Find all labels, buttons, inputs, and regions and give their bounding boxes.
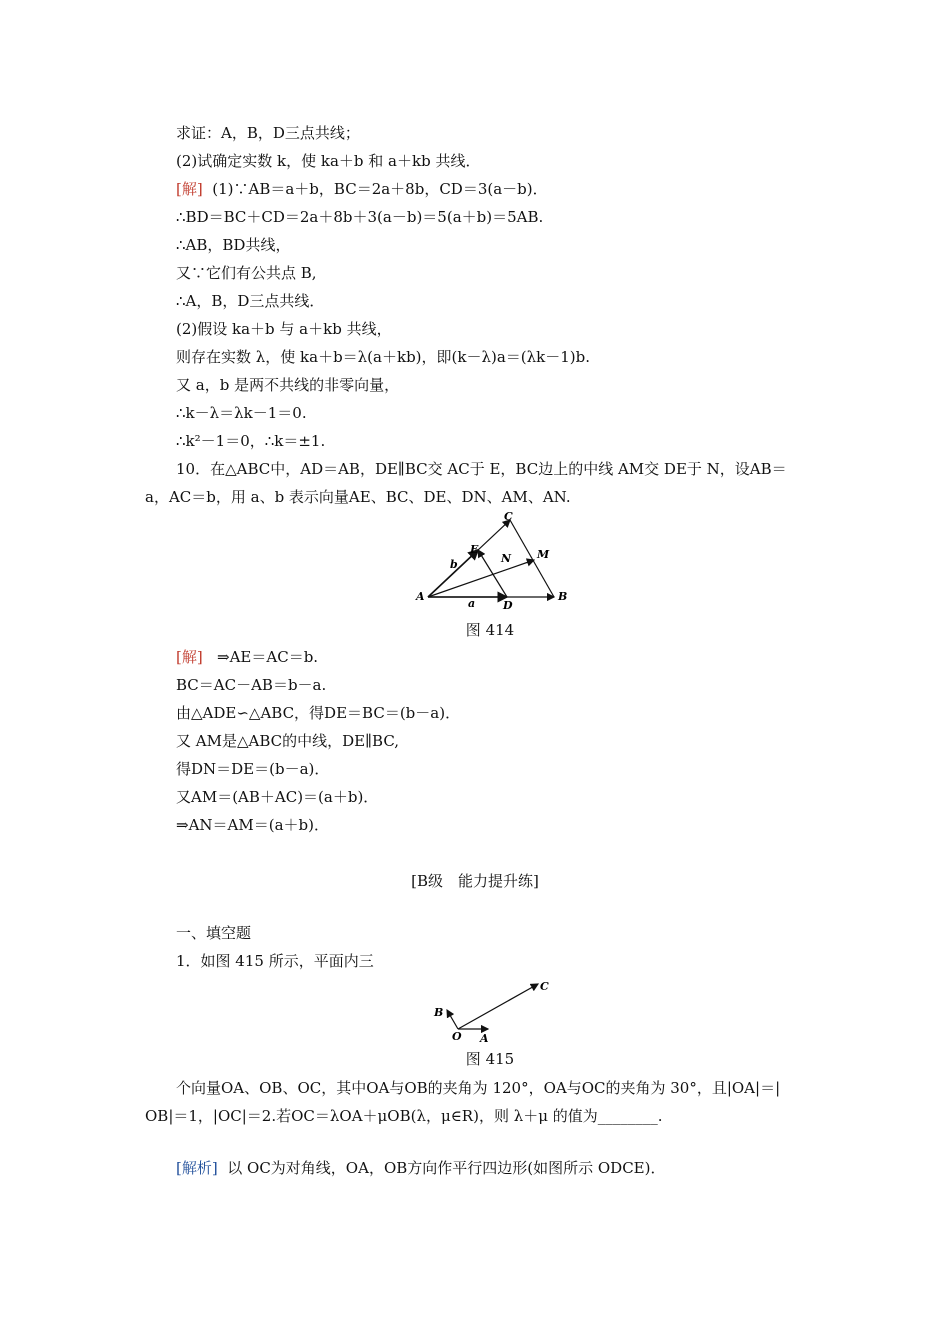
text-line: ∴AB，BD共线， xyxy=(176,236,291,254)
vector-am xyxy=(428,560,534,597)
solution-text: ⇒AE＝AC＝b. xyxy=(217,648,319,666)
section-heading: [B级 能力提升练] xyxy=(411,872,539,890)
text-line: ∴k－λ＝λk－1＝0. xyxy=(176,404,307,422)
figure-caption: 图 415 xyxy=(465,1050,515,1068)
figure-414 xyxy=(412,508,572,614)
question-line: a，AC＝b，用 a、b 表示向量AE、BC、DE、DN、AM、AN. xyxy=(145,488,571,506)
text-line: 求证：A，B，D三点共线； xyxy=(176,124,360,142)
part-heading: 一、填空题 xyxy=(176,924,252,942)
text-line: BC＝AC－AB＝b－a. xyxy=(176,676,327,694)
text-line: ∴A，B，D三点共线． xyxy=(176,292,325,310)
text-line: ∴BD＝BC＋CD＝2a＋8b＋3(a－b)＝5(a＋b)＝5AB. xyxy=(176,208,544,226)
question-line: 10．在△ABC中，AD＝AB，DE∥BC交 AC于 E，BC边上的中线 AM交 DE于 N，设AB＝ xyxy=(176,460,787,478)
label-o: O xyxy=(452,1030,462,1043)
label-n: N xyxy=(501,552,512,565)
vector-oc xyxy=(458,984,538,1029)
label-e: E xyxy=(470,543,479,556)
label-vec-a: a xyxy=(468,597,476,610)
solution-tag: [解] xyxy=(176,648,203,666)
solution-line xyxy=(176,179,548,199)
question-line: 1．如图 415 所示，平面内三 xyxy=(176,952,374,970)
text-line: (2)试确定实数 k，使 ka＋b 和 a＋kb 共线． xyxy=(176,152,481,170)
label-vec-b: b xyxy=(450,558,458,571)
analysis-line xyxy=(176,1158,665,1178)
label-b: B xyxy=(558,590,568,603)
label-d: D xyxy=(503,599,513,612)
question-line: OB|＝1，|OC|＝2.若OC＝λOA＋μOB(λ，μ∈R)，则 λ＋μ 的值为________. xyxy=(145,1107,663,1125)
solution-line xyxy=(176,647,318,667)
question-line: 个向量OA、OB、OC，其中OA与OB的夹角为 120°，OA与OC的夹角为 30°，且|OA|＝| xyxy=(176,1079,781,1097)
text-line: 得DN＝DE＝(b－a)． xyxy=(176,760,330,778)
text-line: 又 AM是△ABC的中线，DE∥BC, xyxy=(176,732,400,750)
text-line: 又AM＝(AB＋AC)＝(a＋b)． xyxy=(176,788,379,806)
label-m: M xyxy=(537,548,550,561)
text-line: ∴k²－1＝0，∴k＝±1. xyxy=(176,432,326,450)
label-c: C xyxy=(504,510,513,523)
figure-caption: 图 414 xyxy=(465,621,515,639)
analysis-text: 以 OC为对角线，OA，OB方向作平行四边形(如图所示 ODCE)． xyxy=(227,1159,666,1177)
analysis-tag: [解析] xyxy=(176,1159,218,1177)
text-line: (2)假设 ka＋b 与 a＋kb 共线， xyxy=(176,320,392,338)
text-line: ⇒AN＝AM＝(a＋b)． xyxy=(176,816,329,834)
solution-text: (1)∵AB＝a＋b，BC＝2a＋8b，CD＝3(a－b)． xyxy=(212,180,548,198)
text-line: 则存在实数 λ，使 ka＋b＝λ(a＋kb)，即(k－λ)a＝(λk－1)b. xyxy=(176,348,590,366)
solution-tag: [解] xyxy=(176,180,203,198)
label-b: B xyxy=(434,1006,444,1019)
vector-ob xyxy=(447,1010,458,1029)
text-line: 由△ADE∽△ABC，得DE＝BC＝(b－a)． xyxy=(176,704,461,722)
text-line: 又∵它们有公共点 B, xyxy=(176,264,317,282)
figure-415 xyxy=(428,976,558,1046)
label-a: A xyxy=(480,1032,489,1045)
text-line: 又 a，b 是两不共线的非零向量， xyxy=(176,376,400,394)
label-c: C xyxy=(540,980,549,993)
label-a: A xyxy=(416,590,425,603)
